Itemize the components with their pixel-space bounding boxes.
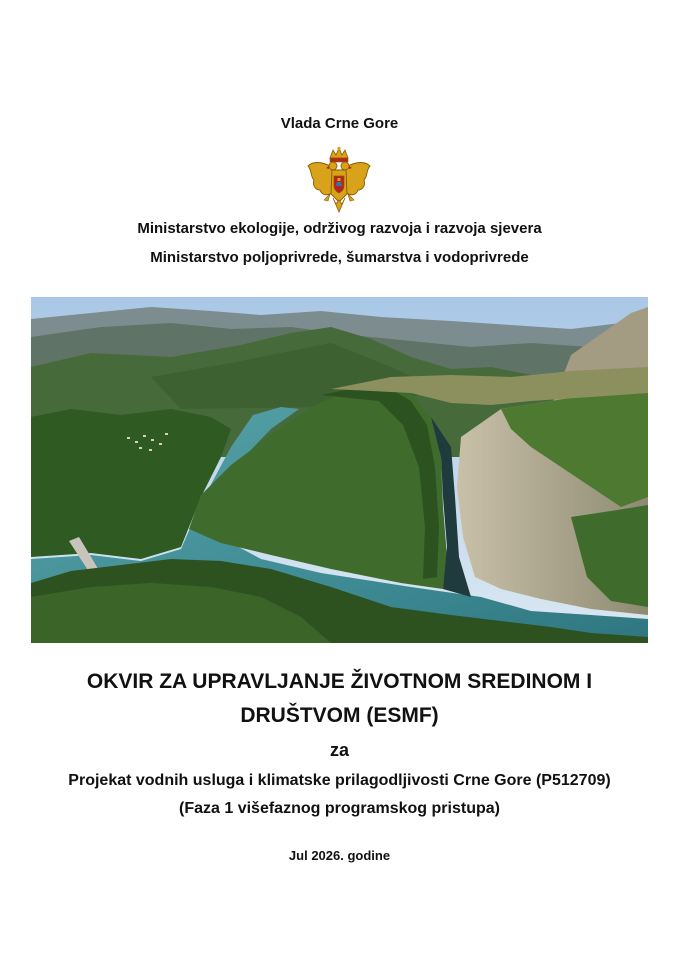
montenegro-coat-of-arms-icon [306, 146, 372, 216]
ministry-ecology: Ministarstvo ekologije, održivog razvoja i razvoja sjevera [137, 220, 542, 237]
document-date: Jul 2026. godine [288, 848, 391, 863]
cover-landscape-photo [31, 297, 648, 643]
project-phase: (Faza 1 višefaznog programskog pristupa) [179, 800, 500, 817]
document-title-line-2: DRUŠTVOM (ESMF) [240, 704, 439, 727]
title-connector: za [329, 740, 349, 760]
ministry-agriculture: Ministarstvo poljoprivrede, šumarstva i vodoprivrede [150, 249, 529, 266]
document-title-line-1: OKVIR ZA UPRAVLJANJE ŽIVOTNOM SREDINOM I [86, 670, 593, 693]
project-name: Projekat vodnih usluga i klimatske prilagodljivosti Crne Gore (P512709) [68, 772, 611, 789]
government-name: Vlada Crne Gore [280, 115, 399, 132]
